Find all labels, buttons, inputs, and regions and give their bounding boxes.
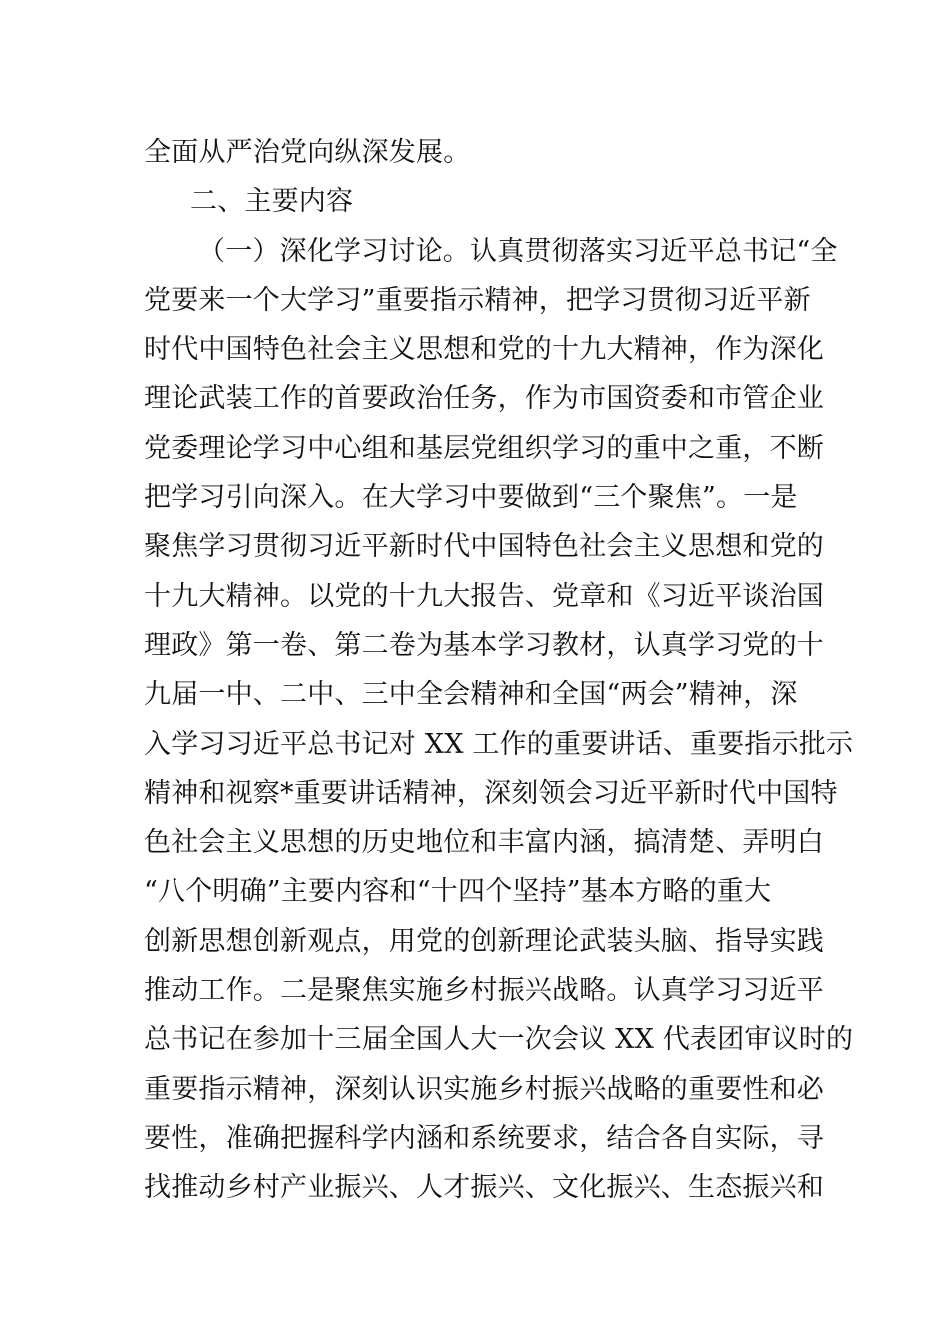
text-line: 理政》第一卷、第二卷为基本学习教材，认真学习党的十 — [144, 629, 824, 661]
text-line: 党委理论学习中心组和基层党组织学习的重中之重，不断 — [144, 432, 824, 464]
text-line: 入学习习近平总书记对 XX 工作的重要讲话、重要指示批示 — [144, 728, 854, 760]
text-line: 十九大精神。以党的十九大报告、党章和《习近平谈治国 — [144, 580, 824, 612]
text-line: 全面从严治党向纵深发展。 — [144, 137, 471, 168]
text-line: 找推动乡村产业振兴、人才振兴、文化振兴、生态振兴和 — [144, 1172, 824, 1204]
text-line: （一）深化学习讨论。认真贯彻落实习近平总书记“全 — [198, 235, 838, 267]
text-line: 总书记在参加十三届全国人大一次会议 XX 代表团审议时的 — [144, 1024, 854, 1056]
document-body — [144, 128, 854, 1213]
text-line: 时代中国特色社会主义思想和党的十九大精神，作为深化 — [144, 334, 824, 366]
text-line: 把学习引向深入。在大学习中要做到“三个聚焦”。一是 — [144, 482, 798, 514]
text-line: 色社会主义思想的历史地位和丰富内涵，搞清楚、弄明白 — [144, 827, 824, 859]
text-line: 推动工作。二是聚焦实施乡村振兴战略。认真学习习近平 — [144, 975, 824, 1007]
text-line: 九届一中、二中、三中全会精神和全国“两会”精神，深 — [144, 679, 798, 711]
text-line: 要性，准确把握科学内涵和系统要求，结合各自实际，寻 — [144, 1122, 824, 1154]
text-line: 聚焦学习贯彻习近平新时代中国特色社会主义思想和党的 — [144, 531, 824, 563]
text-line: 精神和视察*重要讲话精神，深刻领会习近平新时代中国特 — [144, 777, 838, 809]
text-line: 创新思想创新观点，用党的创新理论武装头脑、指导实践 — [144, 925, 824, 957]
text-line: “八个明确”主要内容和“十四个坚持”基本方略的重大 — [144, 876, 772, 908]
text-line: 重要指示精神，深刻认识实施乡村振兴战略的重要性和必 — [144, 1073, 824, 1105]
text-line: 理论武装工作的首要政治任务，作为市国资委和市管企业 — [144, 383, 824, 415]
section-heading: 二、主要内容 — [190, 186, 354, 218]
text-line: 党要来一个大学习”重要指示精神，把学习贯彻习近平新 — [144, 284, 811, 316]
